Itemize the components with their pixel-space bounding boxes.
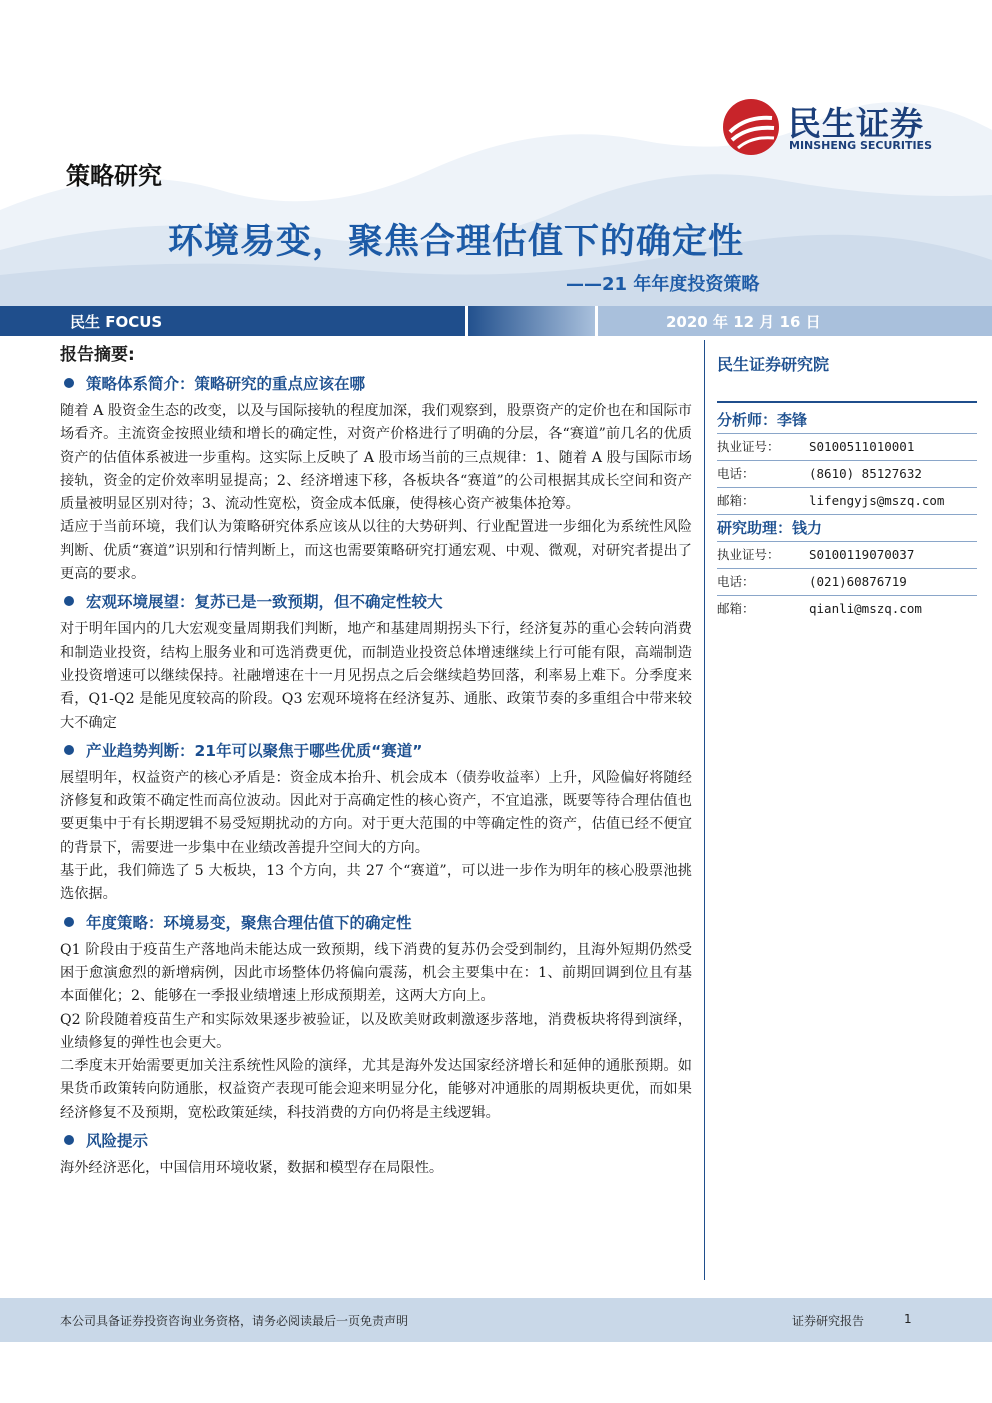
research-institute: 民生证券研究院 [717, 355, 830, 374]
email-link[interactable]: lifengyjs@mszq.com [809, 493, 945, 508]
section-heading: 年度策略：环境易变，聚焦合理估值下的确定性 [60, 911, 692, 933]
paragraph: Q1 阶段由于疫苗生产落地尚未能达成一致预期，线下消费的复苏仍会受到制约，且海外短期仍然受困于愈演愈烈的新增病例，因此市场整体仍将偏向震荡，机会主要集中在：1、前期回调到位且有基本面催化；2、能够在一季报业绩增速上形成预期差，这两大方向上。 [60, 941, 692, 1005]
info-row: 电话： (8610) 85127632 [717, 460, 977, 487]
report-title: 环境易变，聚焦合理估值下的确定性 [168, 222, 745, 262]
info-row: 邮箱： lifengyjs@mszq.com [717, 487, 977, 514]
paragraph: 随着 A 股资金生态的改变，以及与国际接轨的程度加深，我们观察到，股票资产的定价也在和国际市场看齐。主流资金按照业绩和增长的确定性，对资产价格进行了明确的分层，各“赛道”前几名的优质资产的估值体系被进一步重构。这实际上反映了 A 股市场当前的三点规律：1、随着 A 股与国际市场接轨，资金的定价效率明显提高；2、经济增速下移，各板块各“赛道”的公司根据其成长空间和资产质量被明显区别对待；3、流动性宽松，资金成本低廉，使得核心资产被集体抢筹。 [60, 403, 692, 513]
bullet-icon [64, 596, 74, 606]
section-industry-trend [60, 739, 692, 907]
report-subtitle: ——21 年年度投资策略 [566, 274, 760, 295]
brand-name-en: MINSHENG SECURITIES [789, 139, 932, 152]
bullet-icon [64, 1135, 74, 1145]
header-bar [0, 306, 992, 336]
footer-disclaimer: 本公司具备证券投资咨询业务资格，请务必阅读最后一页免责声明 [60, 1314, 409, 1328]
assistant-block [717, 514, 977, 622]
page-footer [0, 1298, 992, 1342]
section-heading: 策略体系简介：策略研究的重点应该在哪 [60, 372, 692, 394]
page-number: 1 [904, 1312, 912, 1326]
focus-label: 民生 FOCUS [70, 313, 163, 331]
info-row: 执业证号： S0100119070037 [717, 541, 977, 568]
footer-doc-type: 证券研究报告 [792, 1314, 865, 1328]
section-heading: 宏观环境展望：复苏已是一致预期，但不确定性较大 [60, 590, 692, 612]
section-macro-outlook [60, 590, 692, 734]
paragraph: 海外经济恶化，中国信用环境收紧，数据和模型存在局限性。 [60, 1160, 444, 1177]
section-risk [60, 1129, 692, 1180]
info-row: 邮箱： qianli@mszq.com [717, 595, 977, 622]
report-category: 策略研究 [66, 162, 162, 190]
paragraph: 适应于当前环境，我们认为策略研究体系应该从以往的大势研判、行业配置进一步细化为系统性风险判断、优质“赛道”识别和行情判断上，而这也需要策略研究打通宏观、中观、微观，对研究者提出了更高的要求。 [60, 519, 692, 583]
column-divider [704, 340, 705, 1280]
abstract-heading: 报告摘要: [60, 345, 135, 365]
section-strategy-system [60, 372, 692, 586]
brand-logo [722, 98, 962, 160]
paragraph: 对于明年国内的几大宏观变量周期我们判断，地产和基建周期拐头下行，经济复苏的重心会转向消费和制造业投资，结构上服务业和可选消费更优，而制造业投资总体增速继续上行可能有限，高端制造业投资增速可以继续保持。社融增速在十一月见拐点之后会继续趋势回落，利率易上难下。分季度来看，Q1-Q2 是能见度较高的阶段。Q3 宏观环境将在经济复苏、通胀、政策节奏的多重组合中带来较大不确定 [60, 621, 692, 731]
report-date: 2020 年 12 月 16 日 [666, 313, 821, 331]
paragraph: 二季度末开始需要更加关注系统性风险的演绎，尤其是海外发达国家经济增长和延伸的通胀预期。如果货币政策转向防通胀，权益资产表现可能会迎来明显分化，能够对冲通胀的周期板块更优，而如果经济修复不及预期，宽松政策延续，科技消费的方向仍将是主线逻辑。 [60, 1058, 692, 1121]
email-link[interactable]: qianli@mszq.com [809, 601, 922, 616]
paragraph: 展望明年，权益资产的核心矛盾是：资金成本抬升、机会成本（债券收益率）上升，风险偏好将随经济修复和政策不确定性而高位波动。因此对于高确定性的核心资产，不宜追涨，既要等待合理估值也要更集中于有长期逻辑不易受短期扰动的方向。对于更大范围的中等确定性的资产，估值已经不便宜的背景下，需要进一步集中在业绩改善提升空间大的方向。 [60, 769, 692, 856]
minsheng-logo-icon [722, 98, 780, 156]
info-row: 电话： (021)60876719 [717, 568, 977, 595]
assistant-role: 研究助理：钱力 [717, 519, 823, 537]
bullet-icon [64, 745, 74, 755]
bullet-icon [64, 917, 74, 927]
section-heading: 风险提示 [60, 1129, 692, 1151]
sidebar [717, 352, 977, 622]
analyst-block [717, 401, 977, 514]
section-annual-strategy [60, 911, 692, 1125]
brand-name-cn: 民生证券 [788, 104, 924, 143]
section-heading: 产业趋势判断：21年可以聚焦于哪些优质“赛道” [60, 739, 692, 761]
paragraph: 基于此，我们筛选了 5 大板块，13 个方向，共 27 个“赛道”，可以进一步作为明年的核心股票池挑选依据。 [60, 863, 692, 903]
analyst-role: 分析师：李锋 [717, 411, 808, 429]
abstract-main [60, 340, 692, 1180]
info-row: 执业证号： S0100511010001 [717, 433, 977, 460]
bullet-icon [64, 378, 74, 388]
paragraph: Q2 阶段随着疫苗生产和实际效果逐步被验证，以及欧美财政刺激逐步落地，消费板块将得到演绎，业绩修复的弹性也会更大。 [60, 1011, 692, 1051]
